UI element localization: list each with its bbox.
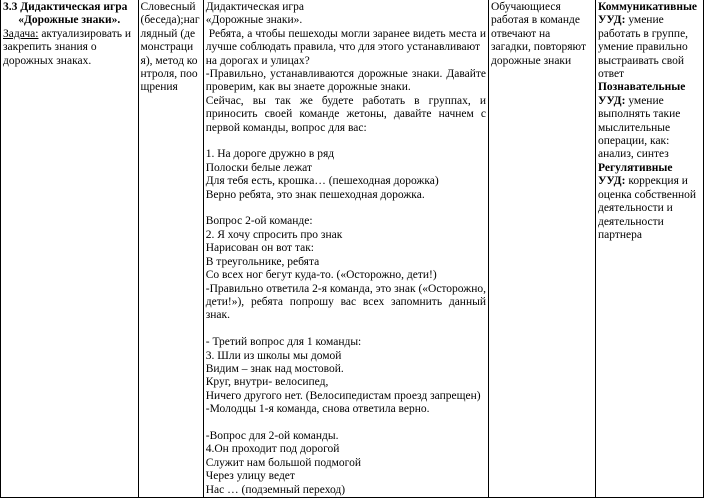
teacher-paragraph: -Правильно, устанавливаются дорожные знаки. Давайте проверим, как вы знаете дорожные знаки. [205, 68, 489, 94]
riddle-line: -Молодцы 1-я команда, снова ответила верно. [205, 403, 430, 416]
teacher-activity-cell [203, 0, 488, 497]
stage-title: 3.3 Дидактическая игра [3, 1, 128, 13]
uud-label: Познавательные УУД: [597, 81, 689, 107]
riddle-line: Вопрос 2-ой команде: [205, 215, 313, 228]
riddle-line: 4.Он проходит под дорогой [205, 443, 340, 456]
riddle-line: Ничего другого нет. (Велосипедистам проезд запрещен) [205, 389, 481, 402]
riddle-line: Со всех ног бегут куда-то. («Осторожно, дети!) [205, 269, 437, 282]
table-row [1, 0, 704, 497]
riddle-line: -Правильно ответила 2-я команда, это знак («Осторожно, дети!»), ребята попрошу вас всех запомнить данный знак. [205, 282, 489, 322]
uud-label: Коммуникативные УУД: [597, 1, 700, 27]
uud-text: умение выполнять такие мыслительные операции, как: анализ, синтез [597, 94, 684, 161]
uud-communicative [598, 1, 701, 81]
teacher-paragraph: на дорогах и улицах? [205, 54, 310, 67]
methods-cell [138, 0, 203, 497]
riddle-line: Круг, внутри- велосипед, [205, 376, 329, 389]
riddle-line: Для тебя есть, крошка… (пешеходная дорожка) [205, 175, 439, 188]
students-activity-cell [489, 0, 596, 497]
task-text: актуализировать и закрепить знания о дорожных знаках. [3, 27, 134, 67]
task-label: Задача: [3, 27, 39, 40]
teacher-paragraph: Сейчас, вы так же будете работать в группах, и приносить своей команде жетоны, давайте начнем с первой команды, вопрос для вас: [205, 94, 489, 134]
riddle-line: 2. Я хочу спросить про знак [205, 228, 343, 241]
uud-text: коррекция и оценка собственной деятельности и деятельности партнера [597, 175, 699, 241]
riddle-line: 1. На дороге дружно в ряд [205, 148, 335, 161]
teacher-paragraph: Ребята, а чтобы пешеходы могли заранее видеть места и лучше соблюдать правила, что для этого устанавливают [205, 27, 489, 54]
riddle-line: Полоски белые лежат [205, 161, 313, 174]
riddle-line: Видим – знак над мостовой. [205, 362, 344, 375]
riddle-line: - Третий вопрос для 1 команды: [205, 336, 362, 349]
methods-text: Словесный(беседа);наглядный (демонстрация), метод контроля, поощрения [140, 1, 200, 94]
uud-cell [595, 0, 703, 497]
uud-text: умение работать в группе, умение правильно выстраивать свой ответ [597, 14, 691, 81]
stage-subtitle: «Дорожные знаки». [18, 14, 121, 27]
spacer [206, 323, 486, 336]
spacer [206, 135, 486, 148]
stage-cell [1, 0, 139, 497]
game-title: Дидактическая игра [205, 1, 304, 13]
uud-label: Регулятивные УУД: [597, 161, 676, 188]
riddle-line: В треугольнике, ребята [205, 255, 320, 268]
riddle-line: Нарисован он вот так: [205, 242, 314, 255]
riddle-line: Верно ребята, это знак пешеходная дорожка. [205, 188, 425, 201]
students-text: Обучающиеся работая в команде отвечают на загадки, повторяют дорожные знаки [491, 1, 589, 67]
game-name: «Дорожные знаки». [205, 14, 303, 27]
riddle-line: Через улицу ведет [205, 470, 295, 483]
riddle-line: Служит нам большой подмогой [205, 456, 362, 469]
riddle-line: -Вопрос для 2-ой команды. [205, 429, 339, 442]
riddle-line: Нас … (подземный переход) [205, 483, 346, 496]
uud-regulatory [598, 162, 701, 242]
spacer [206, 202, 486, 215]
stage-task [3, 28, 136, 68]
riddle-line: 3. Шли из школы мы домой [205, 349, 342, 362]
spacer [206, 417, 486, 430]
uud-cognitive [598, 81, 701, 161]
